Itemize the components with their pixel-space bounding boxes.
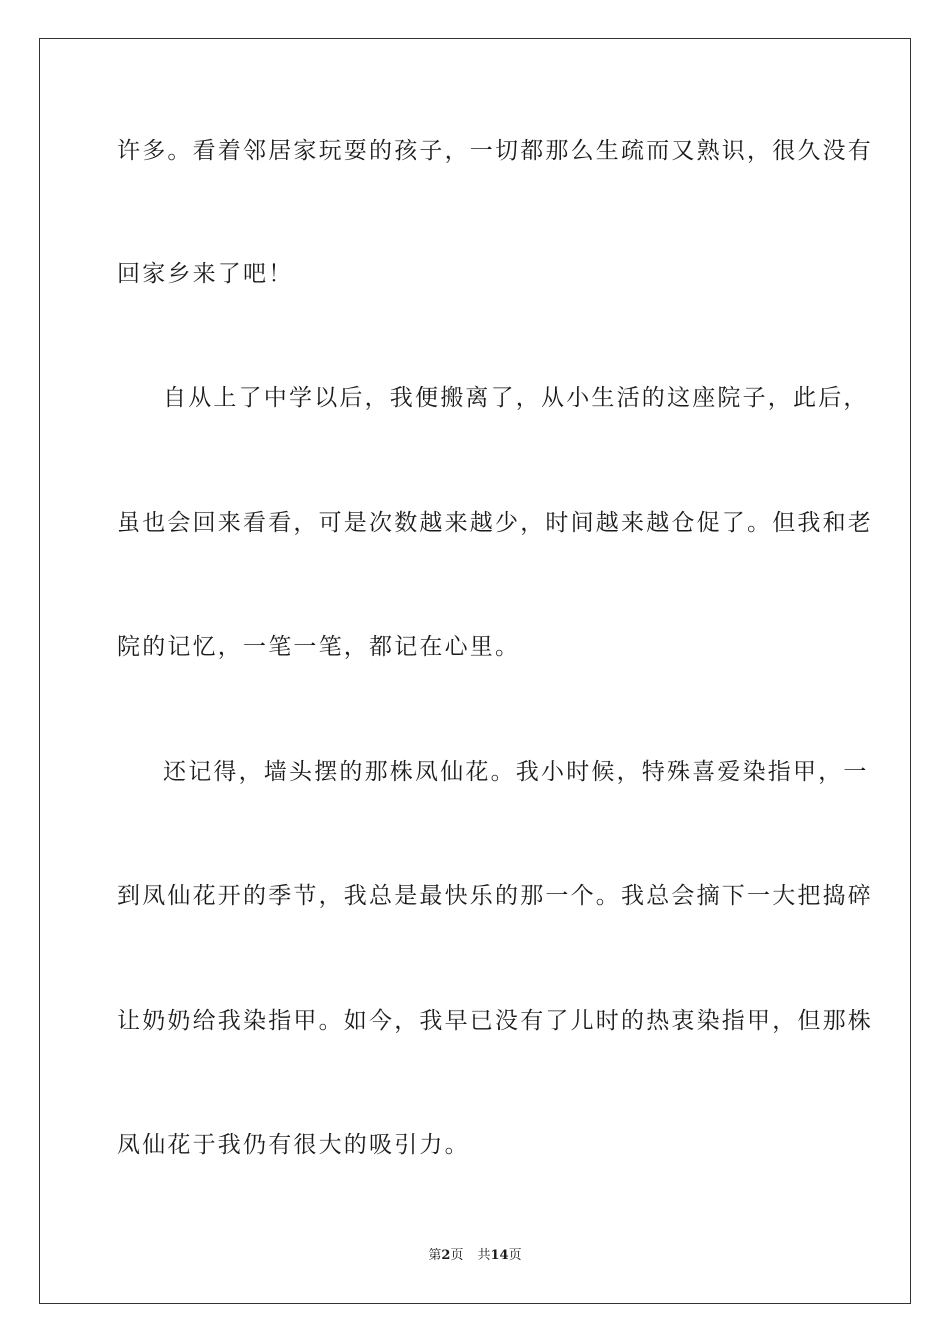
- page-border: [39, 38, 911, 1304]
- paragraph-first-line: 还记得，墙头摆的那株凤仙花。我小时候，特殊喜爱染指甲，一: [163, 759, 869, 785]
- text-line: 到凤仙花开的季节，我总是最快乐的那一个。我总会摘下一大把捣碎: [117, 883, 873, 909]
- text-line: 虽也会回来看看，可是次数越来越少，时间越来越仓促了。但我和老: [117, 510, 873, 536]
- text-line: 许多。看着邻居家玩耍的孩子，一切都那么生疏而又熟识，很久没有: [117, 138, 873, 164]
- text-line: 回家乡来了吧！: [117, 261, 294, 287]
- page-suffix: 页: [450, 1248, 464, 1263]
- text-line: 凤仙花于我仍有很大的吸引力。: [117, 1132, 470, 1158]
- text-line: 让奶奶给我染指甲。如今，我早已没有了儿时的热衷染指甲，但那株: [117, 1008, 873, 1034]
- paragraph-first-line: 自从上了中学以后，我便搬离了，从小生活的这座院子，此后，: [163, 385, 869, 411]
- page-footer: [0, 1247, 950, 1265]
- page-number: 2: [441, 1248, 451, 1263]
- total-pages: 14: [490, 1248, 509, 1263]
- total-suffix: 页: [508, 1248, 522, 1263]
- text-line: 院的记忆，一笔一笔，都记在心里。: [117, 634, 521, 660]
- total-prefix: 共: [477, 1248, 491, 1263]
- page-prefix: 第: [428, 1248, 442, 1263]
